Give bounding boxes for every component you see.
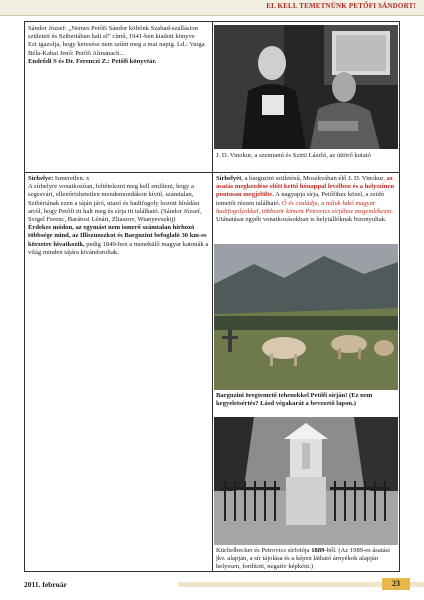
content-table (24, 21, 400, 572)
grave-caption-c: -ből. (Az 1989-es ásatási jkv. alapján, a sír tájolása és a képen látható árnyékok alapján helyesen, fordított, negatív képként.) (216, 547, 390, 571)
vinokur-highlight: az ásatás megkezdése előtt kettő hónappal levélben és a helyszínen pontosan megjelölte. (216, 175, 395, 199)
vinokur-lead: Sírhelyét (216, 175, 242, 182)
gravesite-para2 (28, 224, 209, 257)
grave-photo (214, 417, 398, 545)
grave-photo-caption (216, 547, 398, 572)
gravesite-value: Ismeretlen. x (53, 175, 90, 182)
gravesite-line (28, 175, 209, 183)
vinokur-text-d: A nagyapja sírja, Petőfihez közel, a zsidó temetői részen található. (216, 191, 384, 207)
book-reference: Sándor József: „Nemes Petőfi Sándor költőnk Szabad-szállásion született és Sziberiában halt el” című, 1941-ben kiadott könyve (28, 25, 198, 41)
vinokur-para (216, 175, 398, 224)
page-number: 23 (382, 578, 410, 590)
interview-photo (214, 25, 398, 149)
gravesite-para1: A sírhelyre vonatkozóan, feltételezni meg kell említeni, hogy a segesvári, ellenőrizhetetlen mendemondákon kívül, számtalan, Szibériának ezen a táján járó, utazó és hadifogoly hozott hírádást arról, hogy Petőfi itt halt meg és sírja itt található. (Sándor József, Svigel Ferenc, Barátosi Lénárt, Zliaszov, Wianyevszkij) (28, 183, 202, 224)
vinokur-text-f: Utánatásai egyéb vonatkozásokban is helytállóknak bizonyultak. (216, 216, 387, 224)
library-reference: Endrődi S és Dr. Ferenczi Z.: Petőfi könyvtár. (28, 57, 157, 65)
vinokur-text-b: , a barguzini születésű, Moszkvában élő J. D. Vinokur, (241, 175, 387, 182)
column-divider (212, 22, 213, 571)
grave-caption-year: 1889 (311, 547, 325, 554)
gravesite-para2-bold: Érdekes módon, az egymást nem ismerő számtalan hírhozó többsége mind, az Illiszunszkot és Barguzint befoglaló 30 km-es körzetre hivatkozik, (28, 224, 207, 248)
gravesite-para2-rest: pedig 1849-ben a menekülő magyar katonák a világ minden tájára kivándoroltak. (28, 240, 209, 256)
grave-caption-a: Küchelbecker és Petrovics sírfotója (216, 547, 312, 554)
running-title: EL KELL TEMETNÜNK PETŐFI SÁNDORT! (266, 2, 416, 10)
row-divider (25, 172, 399, 173)
gravesite-heading: Sírhelye: (28, 175, 54, 182)
almanac-reference: Ezt igazolja, hogy keresése nem szűnt meg a mai napig. Ld.: Varga Béla-Kabai Jenő: Petőfi Almanach… (28, 41, 205, 57)
vinokur-cell (216, 175, 398, 224)
interview-photo-caption: J. D. Vinokur, a szemtanú és Szirti László, az úttörő kutató (216, 152, 371, 159)
page-header (0, 0, 424, 16)
cemetery-photo-caption: Barguzini öregtemető tehenekkel Petőfi sírján! (Ez nem kegyeletsértés? Lásd végakarát a bevezető lapon.) (216, 392, 373, 408)
gravesite-cell (28, 175, 209, 257)
vinokur-italic-highlight: Ő és családja, a náluk lakó magyar hadifogolyokkal, többször kiment Petrovics sírjához megemlékezni. (216, 199, 394, 215)
book-reference-cell (28, 25, 209, 66)
cemetery-cows-photo (214, 244, 398, 390)
issue-date: 2011. február (24, 580, 67, 589)
